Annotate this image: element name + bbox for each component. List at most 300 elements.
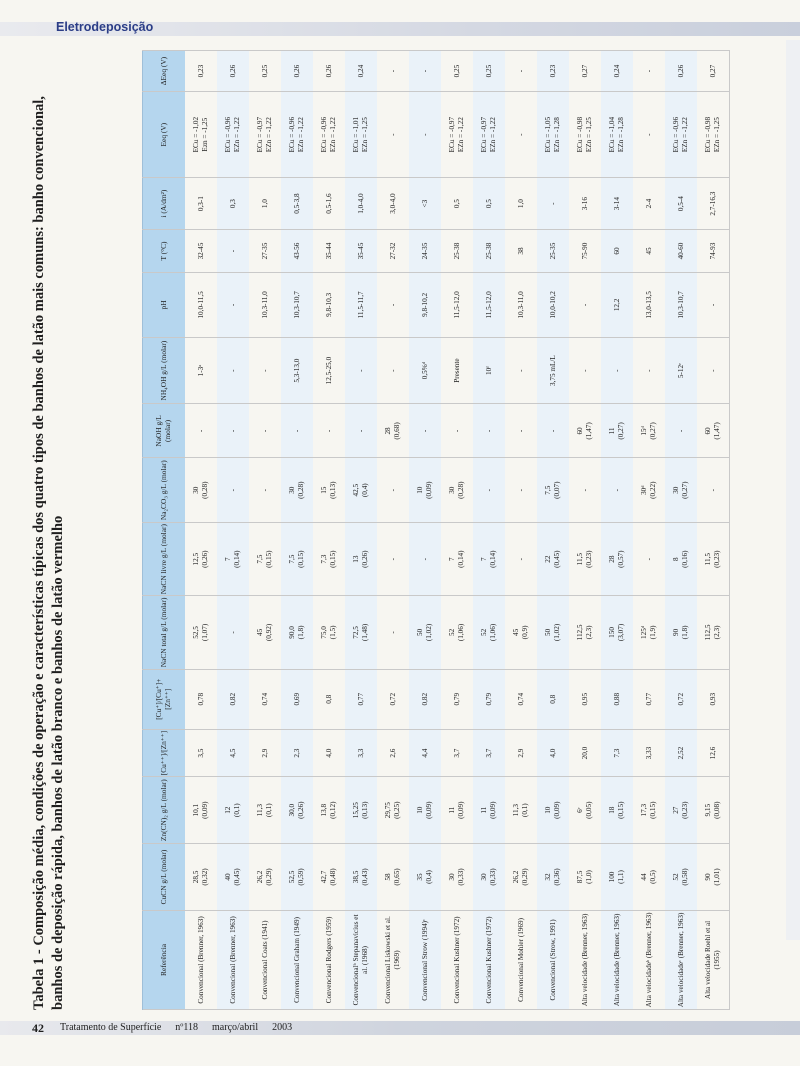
cell-sub-value: EZn = -1,22 [457, 117, 465, 153]
cell-value: - [516, 557, 525, 561]
column-header: NaCN total g/L (molar) [143, 596, 186, 669]
cell-value: 2,9 [516, 748, 525, 758]
cell-value: 3,75 mL/L [548, 355, 557, 386]
cell-value: 42,7 [320, 870, 329, 884]
cell-value: 38 [516, 247, 525, 255]
cell-sub-value: (0,05) [585, 801, 593, 819]
table-cell-na2co3 [665, 458, 697, 523]
cell-value: 10 [544, 806, 553, 814]
cell-sub-value: (0,16) [681, 550, 689, 568]
cell-value: 15 [320, 486, 329, 494]
cell-value: Convencional (Brenner, 1963) [228, 916, 237, 1004]
table-cell-nacnl [505, 523, 537, 596]
cell-value: - [580, 489, 589, 492]
cell-value: 2,6 [388, 748, 397, 758]
cell-sub-value: (1,9) [649, 625, 657, 640]
table-cell-eeq1 [473, 92, 505, 178]
cell-value: - [228, 489, 237, 492]
table-cell-t [345, 229, 377, 272]
cell-value: Alta velocidade Roehl et al (1955) [704, 920, 721, 1000]
cell-value: 125ᵈ [640, 625, 649, 639]
table-caption: Tabela 1 - Composição média, condições de operação e características típicas dos quatro tipos de banhos de latão mais comuns: banho convencional, banhos de deposição rápida, banhos de latão branco e banhos de latão vermelho [31, 96, 66, 1010]
cell-value: 4,0 [548, 748, 557, 758]
table-cell-r1 [633, 729, 665, 776]
cell-sub-value: (0,23) [713, 550, 721, 568]
table-cell-na2co3 [601, 458, 633, 523]
cell-value: ECu = -1,02 [192, 116, 201, 153]
cell-value: 0,72 [676, 692, 685, 706]
cell-sub-value: (0,28) [201, 481, 209, 499]
cell-value: 0,25 [484, 64, 493, 78]
table-cell-i [249, 178, 281, 230]
table-cell-nacnt [505, 596, 537, 669]
table-cell-de [249, 51, 281, 92]
cell-sub-value: (0,15) [617, 801, 625, 819]
cell-sub-value: (0,26) [297, 801, 305, 819]
table-cell-i [217, 178, 249, 230]
cell-value: 112,5 [704, 624, 713, 641]
table-cell-nacnt [281, 596, 313, 669]
table-cell-i [569, 178, 601, 230]
table-cell-de [601, 51, 633, 92]
cell-value: - [612, 489, 621, 492]
table-cell-naoh [441, 404, 473, 458]
table-cell-zncn [697, 777, 730, 844]
cell-value: - [420, 429, 429, 433]
table-cell-r2 [569, 669, 601, 729]
table-cell-de [409, 51, 441, 92]
table-cell-nacnl [345, 523, 377, 596]
cell-value: 7 [480, 557, 489, 561]
cell-sub-value: (0,28) [457, 481, 465, 499]
table-cell-r1 [569, 729, 601, 776]
table-cell-cucn [377, 844, 409, 911]
cell-value: 10,0-11,5 [196, 291, 205, 319]
cell-value: Convencional Mohler (1969) [516, 918, 525, 1002]
table-cell-r1 [249, 729, 281, 776]
table-cell-cucn [249, 844, 281, 911]
cell-sub-value: (1,8) [297, 625, 305, 640]
table-cell-nh4oh [185, 337, 217, 404]
cell-value: 0,79 [452, 692, 461, 706]
cell-sub-value: (0,36) [553, 868, 561, 886]
table-cell-nacnl [697, 523, 730, 596]
table-cell-r1 [473, 729, 505, 776]
table-cell-cucn [281, 844, 313, 911]
cell-value: - [388, 489, 397, 492]
cell-sub-value: (3,07) [617, 623, 625, 642]
cell-value: ECu = -1,05 [544, 116, 553, 153]
table-cell-cucn [537, 844, 569, 911]
cell-value: - [580, 303, 589, 307]
cell-value: 1,0-4,0 [356, 193, 365, 214]
cell-value: 9,8-10,3 [324, 292, 333, 317]
cell-value: 10,3-11,0 [260, 291, 269, 319]
table-cell-de [537, 51, 569, 92]
column-header: [Cu⁺]/[Cu⁺]+[Zn⁺⁺] [143, 669, 186, 729]
cell-value: - [644, 369, 653, 372]
cell-value: 7,3 [320, 554, 329, 564]
table-cell-ref [249, 910, 281, 1009]
table-cell-ph [249, 273, 281, 338]
table-cell-t [697, 229, 730, 272]
table-cell-r1 [537, 729, 569, 776]
cell-value: 0,23 [196, 64, 205, 78]
table-cell-na2co3 [505, 458, 537, 523]
cell-value: 12,5-25,0 [324, 356, 333, 385]
cell-value: 27-35 [260, 242, 269, 260]
table-cell-i [313, 178, 345, 230]
cell-sub-value: (0,15) [649, 801, 657, 819]
cell-value: Convencional (Brenner, 1963) [196, 916, 205, 1004]
table-cell-nacnt [633, 596, 665, 669]
table-cell-de [377, 51, 409, 92]
table-cell-i [537, 178, 569, 230]
table-cell-eeq1 [569, 92, 601, 178]
table-cell-cucn [185, 844, 217, 911]
cell-value: 40 [224, 873, 233, 881]
cell-value: 12,5 [192, 552, 201, 566]
cell-value: 90 [672, 628, 681, 637]
table-cell-r2 [409, 669, 441, 729]
table-cell-nacnt [537, 596, 569, 669]
column-header: Referência [143, 910, 186, 1009]
cell-value: - [708, 369, 717, 372]
cell-value: 28,5 [192, 870, 201, 884]
cell-value: 3,33 [644, 746, 653, 760]
table-cell-r2 [633, 669, 665, 729]
table-cell-r2 [473, 669, 505, 729]
cell-sub-value: (0,32) [201, 868, 209, 886]
cell-value: 90 [704, 873, 713, 881]
table-cell-r2 [377, 669, 409, 729]
cell-value: - [644, 69, 653, 73]
cell-value: 30 [192, 486, 201, 494]
table-cell-zncn [441, 777, 473, 844]
cell-value: 4,5 [228, 748, 237, 758]
cell-value: - [644, 133, 653, 136]
cell-value: 100 [608, 871, 617, 883]
cell-value: 52 [480, 628, 489, 637]
cell-sub-value: (0,1) [265, 803, 273, 818]
cell-value: 52,5 [192, 626, 201, 639]
table-cell-zncn [473, 777, 505, 844]
table-cell-i [377, 178, 409, 230]
cell-value: 7,3 [612, 748, 621, 758]
cell-value: ECu = -0,98 [576, 116, 585, 153]
table-cell-nh4oh [217, 337, 249, 404]
table-cell-ref [697, 910, 730, 1009]
table-cell-ph [345, 273, 377, 338]
cell-value: - [388, 631, 397, 634]
cell-value: 11 [608, 427, 617, 435]
table-cell-nacnl [537, 523, 569, 596]
table-cell-na2co3 [473, 458, 505, 523]
cell-value: 26,2 [256, 870, 265, 884]
cell-value: 0,72 [388, 692, 397, 706]
table-cell-i [473, 178, 505, 230]
table-cell-t [313, 229, 345, 272]
cell-value: 0,93 [708, 692, 717, 706]
cell-value: 28 [608, 555, 617, 563]
cell-value: 3,7 [484, 748, 493, 758]
table-cell-nacnl [665, 523, 697, 596]
cell-value: 43-56 [292, 242, 301, 260]
table-cell-naoh [569, 404, 601, 458]
cell-value: 3,0-4,0 [388, 193, 397, 214]
table-cell-nacnt [249, 596, 281, 669]
cell-value: 74-93 [708, 242, 717, 260]
cell-sub-value: (1,48) [361, 623, 369, 642]
table-cell-cucn [313, 844, 345, 911]
cell-value: 5,3-13,0 [292, 358, 301, 383]
table-cell-r2 [697, 669, 730, 729]
cell-sub-value: (0,14) [457, 550, 465, 568]
table-cell-i [505, 178, 537, 230]
cell-sub-value: (0,29) [265, 868, 273, 886]
cell-sub-value: (0,48) [329, 868, 337, 886]
cell-value: 11 [480, 806, 489, 814]
table-cell-nh4oh [601, 337, 633, 404]
cell-value: 11,5 [576, 553, 585, 566]
table-row [505, 51, 537, 1010]
cell-value: 3-16 [580, 197, 589, 211]
rotated-table-block [30, 50, 790, 1010]
table-cell-na2co3 [249, 458, 281, 523]
table-cell-r2 [217, 669, 249, 729]
table-cell-de [633, 51, 665, 92]
table-cell-i [409, 178, 441, 230]
cell-value: 3,3 [356, 748, 365, 758]
table-cell-cucn [473, 844, 505, 911]
cell-value: 32-45 [196, 242, 205, 260]
cell-sub-value: EZn = -1,25 [585, 117, 593, 153]
table-cell-nh4oh [473, 337, 505, 404]
table-cell-ref [665, 910, 697, 1009]
cell-value: 17,3 [640, 803, 649, 817]
table-cell-na2co3 [409, 458, 441, 523]
cell-value: 30 [288, 486, 297, 494]
table-cell-na2co3 [281, 458, 313, 523]
cell-value: - [420, 69, 429, 73]
table-cell-de [505, 51, 537, 92]
cell-value: 1,0 [260, 199, 269, 209]
column-header: NaCN livre g/L (molar) [143, 523, 186, 596]
cell-value: ECu = -0,96 [320, 116, 329, 153]
table-cell-r2 [537, 669, 569, 729]
table-cell-t [601, 229, 633, 272]
cell-value: - [388, 133, 397, 136]
cell-value: 0,27 [580, 64, 589, 78]
table-cell-nh4oh [377, 337, 409, 404]
cell-value: Convencionalᵇ Stepanavicius et al. (1968) [352, 914, 369, 1006]
table-cell-naoh [665, 404, 697, 458]
cell-sub-value: (1,06) [457, 623, 465, 642]
cell-value: 0,5 [484, 199, 493, 209]
cell-value: 0,74 [516, 692, 525, 706]
cell-value: - [388, 557, 397, 561]
cell-value: 0,5-1,6 [324, 193, 333, 214]
table-cell-de [345, 51, 377, 92]
table-row [377, 51, 409, 1010]
cell-sub-value: (0,27) [681, 481, 689, 499]
column-header: Na₂CO₃ g/L (molar) [143, 458, 186, 523]
cell-sub-value: (0,4) [425, 870, 433, 884]
table-cell-r1 [601, 729, 633, 776]
cell-value: 50 [544, 628, 553, 637]
table-cell-zncn [665, 777, 697, 844]
cell-value: - [420, 557, 429, 561]
table-cell-t [537, 229, 569, 272]
cell-value: 3,7 [452, 748, 461, 758]
cell-sub-value: EZn = -1,22 [233, 117, 241, 153]
table-cell-eeq1 [185, 92, 217, 178]
table-cell-naoh [281, 404, 313, 458]
cell-value: - [548, 202, 557, 205]
table-cell-r1 [345, 729, 377, 776]
cell-sub-value: (0,58) [681, 868, 689, 886]
cell-value: 12,2 [612, 298, 621, 312]
cell-value: ECu = -0,96 [288, 116, 297, 153]
cell-sub-value: (0,68) [393, 422, 401, 440]
table-cell-nacnt [569, 596, 601, 669]
issue-number: nº118 [175, 1022, 199, 1033]
table-cell-de [569, 51, 601, 92]
cell-value: 0,26 [292, 64, 301, 78]
cell-value: 27 [672, 806, 681, 814]
table-cell-naoh [217, 404, 249, 458]
table-row [249, 51, 281, 1010]
cell-value: 0,5 [452, 199, 461, 209]
table-cell-r1 [409, 729, 441, 776]
cell-value: 9,8-10,2 [420, 292, 429, 317]
cell-value: - [260, 369, 269, 372]
table-cell-nh4oh [505, 337, 537, 404]
table-cell-nh4oh [441, 337, 473, 404]
table-cell-cucn [665, 844, 697, 911]
cell-sub-value: (1,02) [553, 623, 561, 642]
table-cell-ref [505, 910, 537, 1009]
table-cell-r2 [345, 669, 377, 729]
table-cell-r2 [601, 669, 633, 729]
column-header: CuCN g/L (molar) [143, 844, 186, 911]
cell-value: 0,23 [548, 64, 557, 78]
cell-sub-value: EZn = -1,25 [713, 117, 721, 153]
table-cell-cucn [633, 844, 665, 911]
cell-value: 10,3-11,0 [516, 291, 525, 319]
table-cell-nacnl [601, 523, 633, 596]
table-cell-ph [633, 273, 665, 338]
table-cell-zncn [505, 777, 537, 844]
table-cell-ref [281, 910, 313, 1009]
cell-value: 3-14 [612, 197, 621, 211]
column-header: Eeq (V) [143, 92, 186, 178]
table-cell-t [185, 229, 217, 272]
cell-value: 0,77 [356, 692, 365, 706]
cell-sub-value: (0,28) [297, 481, 305, 499]
cell-sub-value: (0,13) [329, 481, 337, 499]
cell-value: 5-12ᵉ [676, 363, 685, 379]
table-cell-nh4oh [281, 337, 313, 404]
table-cell-eeq1 [281, 92, 313, 178]
table-cell-ref [633, 910, 665, 1009]
table-cell-nacnt [473, 596, 505, 669]
cell-sub-value: (1,06) [489, 623, 497, 642]
table-cell-naoh [473, 404, 505, 458]
table-cell-na2co3 [377, 458, 409, 523]
table-row [569, 51, 601, 1010]
table-cell-naoh [409, 404, 441, 458]
cell-sub-value: (2,3) [585, 625, 593, 640]
journal-name: Tratamento de Superfície [60, 1022, 162, 1033]
cell-value: - [260, 429, 269, 433]
cell-value: 11 [448, 806, 457, 814]
table-cell-nh4oh [665, 337, 697, 404]
table-cell-r1 [697, 729, 730, 776]
table-cell-i [601, 178, 633, 230]
cell-value: 11,5-12,0 [452, 291, 461, 319]
cell-value: 50 [416, 628, 425, 637]
table-cell-t [569, 229, 601, 272]
table-cell-nacnl [281, 523, 313, 596]
cell-sub-value: (0,27) [649, 422, 657, 440]
cell-value: - [356, 369, 365, 372]
table-cell-nacnt [441, 596, 473, 669]
table-cell-na2co3 [569, 458, 601, 523]
table-cell-ph [665, 273, 697, 338]
cell-value: Convencional Coats (1941) [260, 920, 269, 1000]
cell-value: 0,26 [676, 64, 685, 78]
cell-sub-value: EZn = -1,22 [681, 117, 689, 153]
table-cell-r2 [249, 669, 281, 729]
cell-value: 150 [608, 627, 617, 638]
table-cell-cucn [601, 844, 633, 911]
table-cell-i [665, 178, 697, 230]
cell-value: 12,6 [708, 746, 717, 760]
issue-date: março/abril [212, 1022, 259, 1033]
table-cell-ref [377, 910, 409, 1009]
cell-value: Convencional Kushner (1972) [452, 916, 461, 1004]
cell-value: <3 [420, 199, 429, 208]
cell-value: 90,0 [288, 626, 297, 639]
table-cell-naoh [313, 404, 345, 458]
cell-value: - [228, 429, 237, 433]
table-row [281, 51, 313, 1010]
table-cell-ref [217, 910, 249, 1009]
table-cell-nacnt [409, 596, 441, 669]
table-cell-zncn [217, 777, 249, 844]
cell-value: 0,5-4 [676, 196, 685, 212]
cell-value: - [708, 303, 717, 307]
cell-value: 7 [448, 557, 457, 561]
cell-sub-value: (1,1) [617, 870, 625, 884]
cell-value: 60 [704, 427, 713, 435]
cell-value: 10 [416, 486, 425, 494]
composition-table [142, 50, 730, 1010]
table-cell-de [473, 51, 505, 92]
cell-sub-value: (0,59) [297, 868, 305, 886]
table-cell-naoh [601, 404, 633, 458]
table-cell-zncn [281, 777, 313, 844]
cell-sub-value: (0,09) [457, 801, 465, 819]
cell-value: 0,82 [228, 692, 237, 706]
cell-sub-value: EZn = -1,22 [489, 117, 497, 153]
cell-sub-value: (0,1) [233, 803, 241, 818]
cell-value: 26,2 [512, 870, 521, 884]
table-cell-nacnl [441, 523, 473, 596]
table-cell-eeq1 [377, 92, 409, 178]
table-cell-r1 [505, 729, 537, 776]
